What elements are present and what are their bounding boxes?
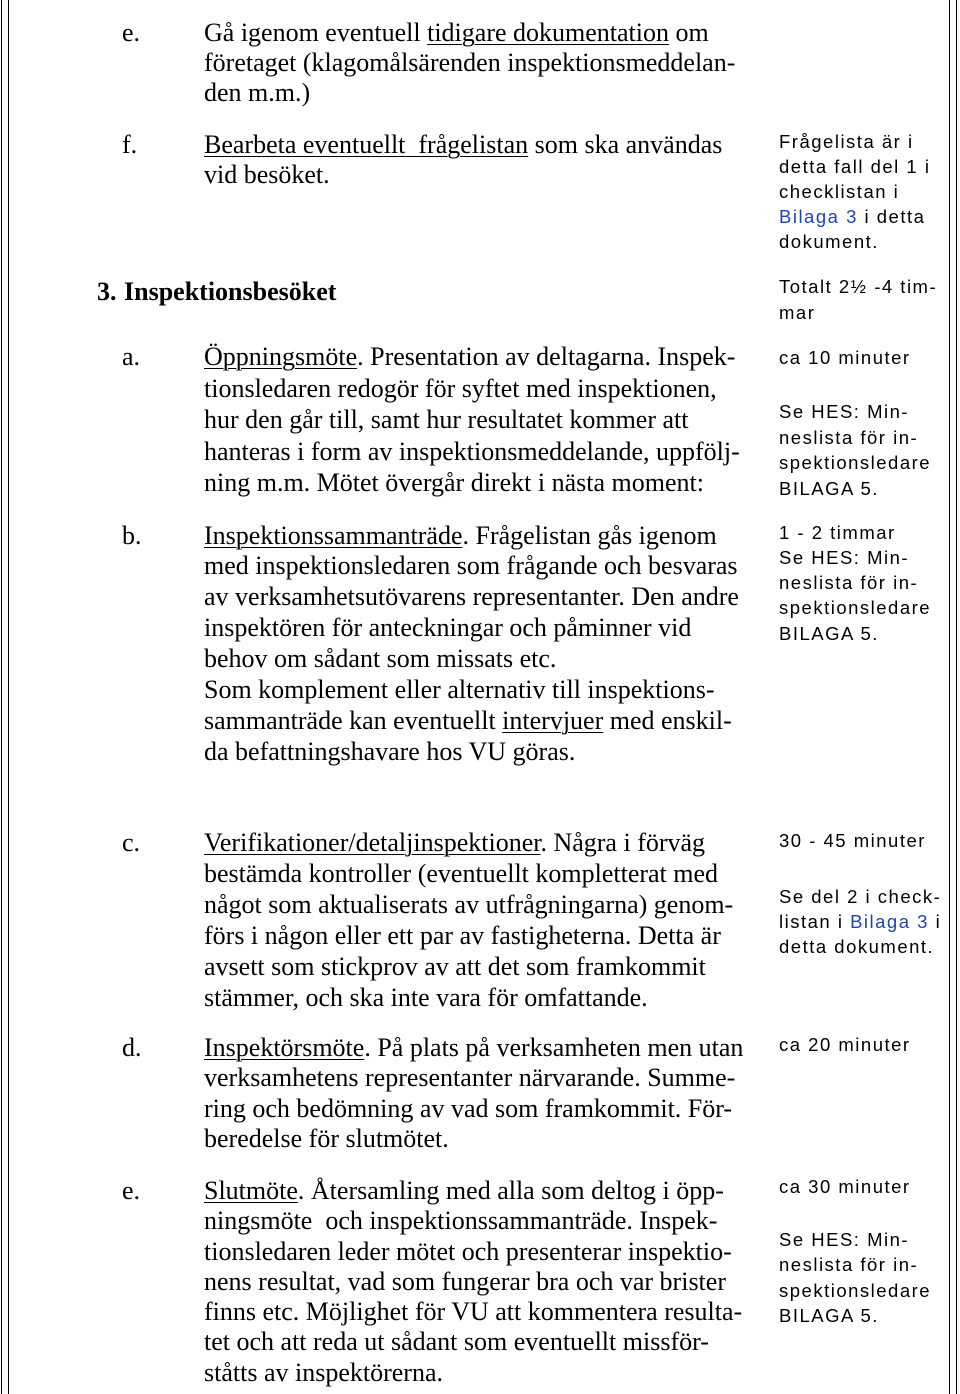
note-line	[779, 274, 937, 300]
text-line	[204, 920, 733, 951]
text-segment: sammanträde kan eventuellt	[204, 705, 503, 735]
underlined-term: Inspektörsmöte	[204, 1033, 365, 1062]
text-line	[204, 982, 733, 1013]
text-line	[204, 1206, 742, 1236]
note-line	[779, 129, 930, 154]
step-b-duration	[779, 520, 896, 545]
text-segment: behov om sådant som missats etc.	[204, 644, 557, 674]
step-b-reference	[779, 545, 931, 646]
text-segment: . Frågelistan gås igenom	[462, 520, 717, 550]
note-segment: i	[928, 910, 942, 932]
note-line	[779, 1252, 931, 1277]
text-line	[204, 551, 739, 582]
step-a-reference	[779, 399, 931, 501]
text-line	[204, 404, 740, 436]
underlined-term: Bearbeta eventuellt frågelistan	[204, 130, 529, 159]
text-segment: . På plats på verksamheten men utan	[364, 1033, 744, 1062]
text-segment: hur den går till, samt hur resultatet kommer att	[204, 405, 689, 434]
note-line	[779, 300, 937, 326]
note-line	[779, 450, 931, 476]
text-segment: tionsledaren leder mötet och presenterar inspektio-	[204, 1236, 732, 1266]
note-line	[779, 570, 931, 595]
list-marker: b.	[122, 520, 142, 550]
underlined-term: Slutmöte	[204, 1176, 298, 1205]
underlined-term: Öppningsmöte	[204, 342, 358, 371]
text-line	[204, 18, 735, 48]
text-segment: vid besöket.	[204, 160, 330, 189]
text-line	[204, 1176, 742, 1206]
note-line	[779, 476, 931, 502]
step-b-text	[204, 521, 739, 768]
step-d-duration	[779, 1032, 911, 1057]
text-line	[204, 130, 722, 160]
note-segment: dokument.	[779, 230, 879, 252]
text-line	[204, 613, 739, 644]
text-line	[204, 706, 739, 737]
note-line: 30 - 45 minuter	[779, 829, 926, 851]
text-segment: med inspektionsledaren som frågande och besvaras	[204, 551, 738, 581]
text-segment: ningsmöte och inspektionssammanträde. Inspek-	[204, 1206, 718, 1236]
text-line	[204, 78, 735, 108]
text-line	[204, 373, 740, 405]
note-segment: listan i	[779, 910, 851, 932]
note-line	[779, 1227, 931, 1252]
note-segment: Totalt 2½ -4 tim-	[779, 276, 938, 297]
underlined-term: Verifikationer/detaljinspektioner	[204, 827, 541, 857]
underlined-term: intervjuer	[502, 705, 604, 735]
section-number: 3.	[97, 277, 117, 306]
text-segment: avsett som stickprov av att det som framkommit	[204, 951, 706, 981]
note-line	[779, 204, 930, 229]
note-line: 1 - 2 timmar	[779, 521, 896, 543]
note-segment: Se HES: Min-	[779, 1229, 910, 1250]
note-segment: BILAGA 5.	[779, 477, 879, 499]
text-line	[204, 1063, 743, 1093]
text-segment: verksamhetens representanter närvarande. Summe-	[204, 1063, 736, 1093]
note-line	[779, 884, 941, 909]
text-segment: något som aktualiserats av utfrågningarna) genom-	[204, 889, 734, 919]
note-line	[779, 229, 930, 254]
note-line	[779, 1278, 931, 1303]
text-segment: ståtts av inspektörerna.	[204, 1357, 443, 1387]
text-segment: ring och bedömning av vad som framkommit. För-	[204, 1093, 733, 1123]
note-segment: Se HES: Min-	[779, 546, 910, 568]
text-line	[204, 737, 739, 768]
text-segment: tet och att reda ut sådant som eventuellt missför-	[204, 1327, 709, 1357]
step-d-text	[204, 1033, 743, 1154]
note-line: ca 10 minuter	[779, 346, 911, 368]
text-line	[204, 48, 735, 78]
text-line	[204, 827, 733, 858]
note-line	[779, 179, 930, 204]
note-segment: neslista för in-	[779, 426, 919, 448]
list-marker: e.	[122, 18, 141, 47]
list-marker: c.	[122, 827, 141, 857]
prep-e-text	[204, 18, 735, 108]
note-segment: Se del 2 i check-	[779, 885, 942, 907]
text-line	[204, 1124, 743, 1154]
note-line: ca 30 minuter	[779, 1175, 911, 1197]
text-line	[204, 889, 733, 920]
note-line	[779, 399, 931, 425]
text-line	[204, 1033, 743, 1063]
note-segment: neslista för in-	[779, 1254, 919, 1276]
step-e-text	[204, 1176, 742, 1388]
bilaga-3-link[interactable]: Bilaga 3	[779, 205, 858, 227]
text-segment: beredelse för slutmötet.	[204, 1123, 449, 1153]
text-segment: som ska användas	[528, 130, 723, 159]
underlined-term: tidigare dokumentation	[427, 18, 669, 47]
text-line	[204, 1267, 742, 1297]
note-line	[779, 1303, 931, 1328]
prep-f-side-note	[779, 129, 930, 254]
note-segment: spektionsledare	[779, 452, 932, 473]
text-segment: företaget (klagomålsärenden inspektionsmeddelan-	[204, 48, 736, 77]
text-segment: hanteras i form av inspektionsmeddelande, uppfölj-	[204, 436, 740, 466]
text-line	[204, 1358, 742, 1388]
text-line	[204, 436, 740, 468]
right-border-inner	[949, 0, 950, 1394]
step-c-duration	[779, 828, 926, 853]
text-segment: förs i någon eller ett par av fastigheterna. Detta är	[204, 920, 721, 950]
text-segment: ning m.m. Mötet övergår direkt i nästa moment:	[204, 468, 704, 497]
step-c-text	[204, 827, 733, 1013]
underlined-term: Inspektionssammanträde	[204, 520, 463, 550]
text-line	[204, 582, 739, 613]
left-border-inner	[8, 0, 9, 1394]
text-segment: finns etc. Möjlighet för VU att kommentera resulta-	[204, 1297, 743, 1327]
text-segment: den m.m.)	[204, 78, 311, 107]
step-e-duration	[779, 1174, 911, 1199]
text-line	[204, 160, 722, 190]
text-segment: om	[669, 18, 709, 47]
step-a-text	[204, 341, 740, 499]
note-line	[779, 934, 941, 959]
text-segment: nens resultat, vad som fungerar bra och var brister	[204, 1266, 726, 1296]
list-marker: d.	[122, 1033, 142, 1062]
note-line	[779, 545, 931, 570]
section-duration-note	[779, 274, 937, 326]
note-segment: mar	[779, 302, 816, 323]
bilaga-3-link[interactable]: Bilaga 3	[850, 910, 929, 932]
note-segment: BILAGA 5.	[779, 622, 879, 644]
note-segment: neslista för in-	[779, 572, 919, 593]
text-line	[204, 951, 733, 982]
text-line	[204, 644, 739, 675]
text-segment: inspektören för anteckningar och påminner vid	[204, 613, 692, 643]
left-border-outer	[1, 0, 2, 1394]
text-segment: med enskil-	[603, 705, 732, 735]
text-line	[204, 341, 740, 373]
text-line	[204, 858, 733, 889]
note-line	[779, 425, 931, 451]
note-segment: spektionsledare	[779, 597, 932, 619]
text-line	[204, 1327, 742, 1357]
text-segment: bestämda kontroller (eventuellt kompletterat med	[204, 858, 719, 888]
note-segment: Frågelista är i	[779, 130, 914, 152]
text-line	[204, 675, 739, 706]
text-segment: tionsledaren redogör för syftet med inspektionen,	[204, 373, 717, 403]
list-marker: a.	[122, 342, 141, 371]
right-border-outer	[956, 0, 957, 1394]
note-line: ca 20 minuter	[779, 1033, 911, 1055]
list-marker: e.	[122, 1176, 141, 1205]
note-segment: detta dokument.	[779, 935, 935, 957]
note-line	[779, 595, 931, 620]
step-a-duration	[779, 345, 911, 370]
text-line	[204, 467, 740, 499]
list-marker: f.	[122, 130, 138, 159]
text-segment: . Återsamling med alla som deltog i öpp-	[297, 1176, 724, 1205]
text-line	[204, 1237, 742, 1267]
text-line	[204, 1297, 742, 1327]
note-line	[779, 154, 930, 179]
note-segment: spektionsledare	[779, 1279, 932, 1301]
text-segment: Som komplement eller alternativ till inspektions-	[204, 675, 715, 705]
text-line	[204, 521, 739, 552]
note-segment: i detta	[857, 205, 926, 227]
text-segment: av verksamhetsutövarens representanter. Den andre	[204, 582, 739, 612]
note-segment: checklistan i	[779, 180, 900, 202]
step-c-reference	[779, 884, 941, 959]
section-title: Inspektionsbesöket	[124, 277, 337, 306]
text-segment: stämmer, och ska inte vara för omfattande.	[204, 982, 648, 1012]
note-line	[779, 621, 931, 646]
step-e-reference	[779, 1227, 931, 1328]
note-segment: Se HES: Min-	[779, 401, 910, 422]
text-segment: Gå igenom eventuell	[204, 18, 428, 47]
note-line	[779, 909, 941, 934]
prep-f-text	[204, 130, 722, 190]
note-segment: BILAGA 5.	[779, 1304, 879, 1326]
text-segment: . Presentation av deltagarna. Inspek-	[357, 342, 736, 371]
text-line	[204, 1094, 743, 1124]
note-segment: detta fall del 1 i	[779, 155, 931, 177]
text-segment: da befattningshavare hos VU göras.	[204, 736, 576, 766]
text-segment: . Några i förväg	[540, 827, 706, 857]
